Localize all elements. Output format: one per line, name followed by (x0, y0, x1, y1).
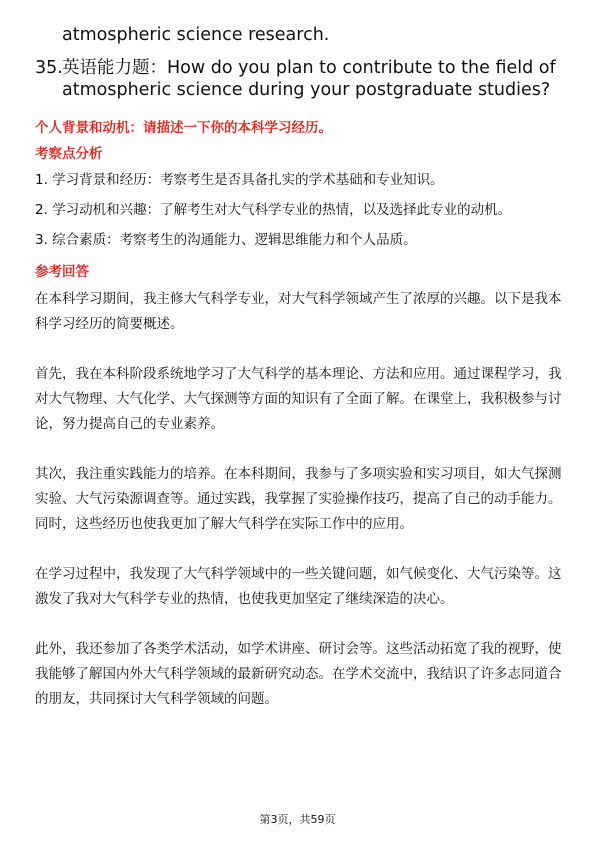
analysis-point: 2. 学习动机和兴趣：了解考生对大气科学专业的热情，以及选择此专业的动机。 (35, 202, 512, 218)
answer-paragraph: 此外，我还参加了各类学术活动，如学术讲座、研讨会等。这些活动拓宽了我的视野，使我能够了解国内外大气科学领域的最新研究动态。在学术交流中，我结识了许多志同道合的朋友，共同探讨大气科学领域的问题。 (35, 641, 562, 707)
continued-text: atmospheric science research. (62, 25, 330, 45)
analysis-points (35, 170, 565, 260)
question-number: 35. (35, 58, 63, 78)
answer-body (35, 287, 562, 737)
answer-paragraph: 其次，我注重实践能力的培养。在本科期间，我参与了多项实验和实习项目，如大气探测实验、大气污染源调查等。通过实践，我掌握了实验操作技巧，提高了自己的动手能力。同时，这些经历也使我更加了解大气科学在实际工作中的应用。 (35, 466, 562, 532)
analysis-point: 3. 综合素质：考察考生的沟通能力、逻辑思维能力和个人品质。 (35, 232, 417, 248)
question-text: 英语能力题：How do you plan to contribute to the field of atmospheric science during your postgraduate studies? (62, 58, 556, 100)
prompt-heading: 个人背景和动机：请描述一下你的本科学习经历。 (35, 120, 332, 136)
answer-paragraph: 在本科学习期间，我主修大气科学专业，对大气科学领域产生了浓厚的兴趣。以下是我本科学习经历的简要概述。 (35, 291, 562, 332)
question-35 (35, 57, 575, 101)
answer-paragraph: 首先，我在本科阶段系统地学习了大气科学的基本理论、方法和应用。通过课程学习，我对大气物理、大气化学、大气探测等方面的知识有了全面了解。在课堂上，我积极参与讨论，努力提高自己的专业素养。 (35, 366, 562, 432)
answer-paragraph: 在学习过程中，我发现了大气科学领域中的一些关键问题，如气候变化、大气污染等。这激发了我对大气科学专业的热情，也使我更加坚定了继续深造的决心。 (35, 566, 562, 607)
answer-heading: 参考回答 (35, 264, 89, 280)
analysis-heading: 考察点分析 (35, 146, 103, 162)
analysis-point: 1. 学习背景和经历：考察考生是否具备扎实的学术基础和专业知识。 (35, 172, 444, 188)
page-footer: 第3页，共59页 (259, 813, 336, 826)
